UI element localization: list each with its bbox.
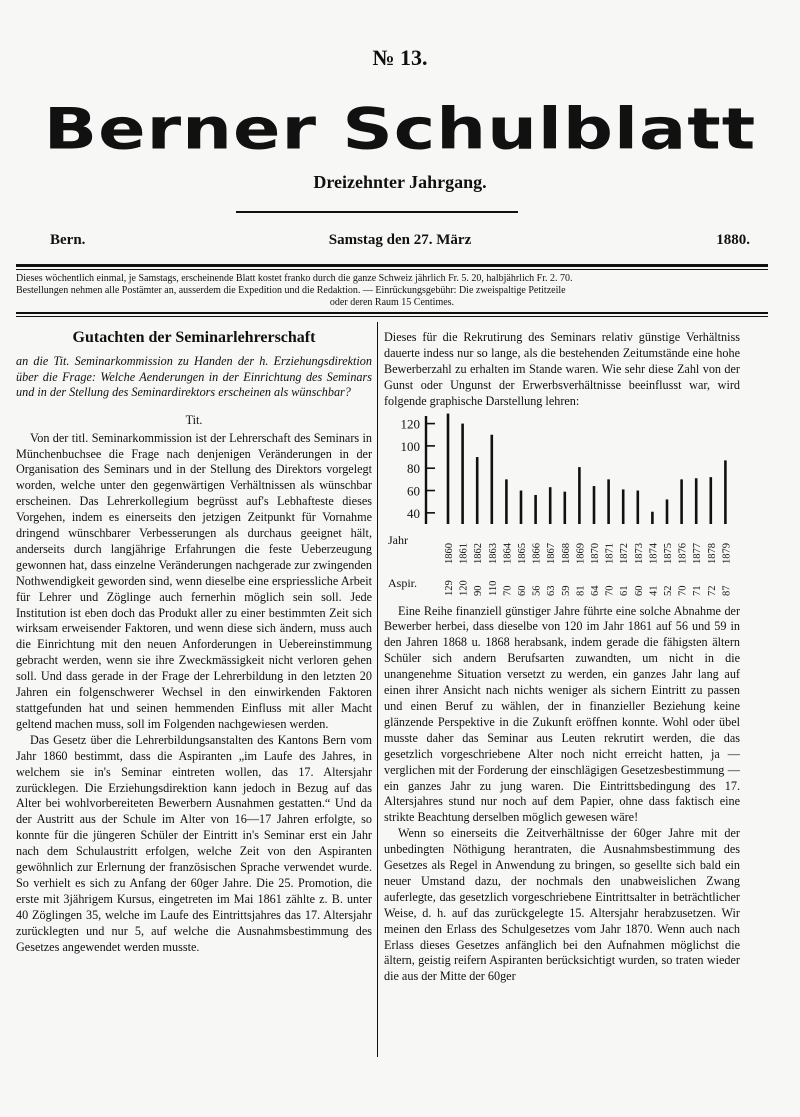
data-label: 60 [633, 585, 645, 596]
chart-bar [622, 489, 625, 524]
notice-line-2: Bestellungen nehmen alle Postämter an, ausserdem die Expedition und die Redaktion. — Einrückungsgebühr: Die zweispaltige Petitzeile [16, 285, 566, 296]
x-tick-label: 1877 [692, 542, 704, 564]
data-label: 64 [590, 585, 601, 596]
issue-year: 1880. [716, 232, 750, 248]
data-label: 72 [706, 585, 718, 596]
data-label: 61 [619, 585, 631, 596]
chart-bar [447, 413, 450, 523]
chart-bar [651, 511, 654, 523]
x-tick-label: 1878 [706, 542, 718, 564]
chart-bar [505, 479, 508, 524]
top-thin-rule [16, 269, 768, 270]
x-tick-label: 1860 [444, 542, 455, 564]
issue-date: Samstag den 27. März [328, 232, 472, 248]
data-label: 120 [458, 579, 470, 596]
chart-bar [520, 490, 523, 523]
chart-bar [476, 457, 479, 524]
data-label: 90 [473, 585, 485, 596]
masthead-subtitle: Dreizehnter Jahrgang. [313, 172, 487, 192]
x-tick-label: 1868 [560, 542, 572, 564]
salutation: Tit. [185, 412, 203, 427]
chart-bar [695, 478, 698, 524]
x-tick-label: 1866 [531, 542, 543, 564]
chart-bar [564, 491, 567, 523]
x-tick-label: 1872 [619, 542, 631, 564]
notice-line-3: oder deren Raum 15 Centimes. [329, 297, 455, 308]
notice-rule-1 [16, 312, 768, 314]
y-tick-label: 40 [407, 505, 420, 521]
chart-bar [710, 477, 713, 524]
paragraph: Das Gesetz über die Lehrerbildungsanstalten des Kantons Bern vom Jahr 1860 bestimmt, dass die Aspiranten „im Laufe des Jahres, in welchem sie in's Seminar eintreten wollen, das 17. Altersjahr zurücklegen. Die Erziehungsdirektion kann jedoch in Bezug auf das Alter bei wohlvorbereiteten Bewerbern Ausnahmen gestatten.“ Und da der Austritt aus der Schule im Alter von 16—17 Jahren erfolgte, so konnte für die jüngeren Schüler der Eintritt in's Seminar erst ein Jahr nach dem Schulaustritt erfolgen, welche Zeit von den Aspiranten gewöhnlich zur Erlernung der französischen Sprache verwendet wurde. So verhielt es sich zu Anfang der 60ger Jahre. Die 25. Promotion, die erste mit 3jährigem Kursus, eingetreten im Mai 1861 zählte z. B. unter 40 Zöglingen 35, welche im Laufe des Eintrittsjahres das 17. Altersjahr zurücklegten und nur 5, auf welche die Ausnahmsbestimmung des Gesetzes angewendet werden musste. [16, 732, 372, 954]
data-label: 41 [648, 585, 660, 596]
data-label: 63 [546, 585, 558, 596]
article-title: Gutachten der Seminarlehrerschaft [72, 329, 316, 346]
paragraph: Von der titl. Seminarkommission ist der Lehrerschaft des Seminars in Münchenbuchsee die Frage nach denjenigen Veränderungen in der Organisation des Seminars und in der Stellung des Direktors vorgelegt worden, welche unter den gegenwärtigen Verhältnissen als wünschbar erscheinen. Das Lehrerkollegium begrüsst auf's Lebhafteste dieses Vorgehen, indem es einerseits den jetzigen Zeitpunkt für Vornahme dringend wünschbarer Verbesserungen als durchaus geeignet hält, anderseits durch langjährige Erfahrungen die feste Ueberzeugung gewonnen hat, dass einzelne Veränderungen nachgerade zur zwingenden Nothwendigkeit geworden sind, wenn dieselbe eine erspriessliche Arbeit für Lehrer und Zöglinge auch fernerhin möglich sein soll. Jede Institution ist eben doch das Produkt aller zu einer bestimmten Zeit sich wirksam erweisender Faktoren, und wenn diese sich ändern, muss auch die Einrichtung mit den neuen Anforderungen in Uebereinstimmung gebracht werden, wenn sie ihre Zweckmässigkeit nicht verloren gehen soll. Und dass gerade in der Frage der Lehrerbildung in den letzten 20 Jahren ein folgenschwerer Wechsel in den einwirkenden Faktoren stattgefunden hat und seinen hemmenden Einfluss mit aller Macht geltend machen muss, soll im Folgenden nachgewiesen werden. [16, 430, 372, 731]
paragraph: Eine Reihe finanziell günstiger Jahre führte eine solche Abnahme der Bewerber herbei, dass dieselbe von 120 im Jahr 1861 auf 56 und 59 in den Jahren 1868 u. 1868 herabsank, indem gerade die fähigsten ältern Schüler sich andern Berufsarten zuwandten, um nicht in die unangenehme Situation versetzt zu werden, ein ganzes Jahr lang auf einen ihrer Ansicht nach nichts weniger als sichern Eintritt zu passen und einen Beruf zu wählen, der in finanzieller Beziehung keine glänzende Perspektive in die Zukunft eröffnen konnte. Wohl oder übel musste daher das Seminar aus Leuten rekrutirt werden, die das gesetzlich vorgeschriebene Alter noch nicht erreicht hatten, ja — verglichen mit der Forderung der einschlägigen Gesetzesbestimmung — ein ganzes Jahr zu jung waren. Die Eintrittsbedingung des 17. Altersjahres stund nur noch auf dem Papier, ohne dass faktisch eine strikte Beachtung derselben möglich gewesen wäre! [384, 603, 740, 825]
y-tick-label: 60 [407, 483, 420, 499]
column-divider [377, 322, 378, 1057]
chart-bar [666, 499, 669, 524]
x-tick-label: 1873 [633, 542, 645, 564]
chart-bar [461, 423, 464, 523]
y-tick-label: 80 [407, 460, 420, 476]
x-tick-label: 1871 [604, 542, 616, 564]
x-tick-label: 1867 [546, 542, 558, 564]
y-tick-label: 120 [400, 416, 420, 432]
x-tick-label: 1865 [517, 542, 528, 564]
notice-rule-2 [16, 316, 768, 317]
data-label: 60 [517, 585, 528, 596]
top-double-rule [16, 264, 768, 267]
data-label: 59 [560, 585, 572, 596]
masthead-rule [236, 211, 518, 213]
row-label-aspir: Aspir. [388, 575, 418, 590]
data-label: 70 [604, 585, 616, 596]
data-label: 71 [692, 585, 704, 596]
x-tick-label: 1863 [487, 542, 499, 564]
data-label: 70 [677, 585, 689, 596]
article-intro: an die Tit. Seminarkommission zu Handen der h. Erziehungsdirektion über die Frage: Welche Aenderungen in der Einrichtung des Seminars und in der Stellung des Seminardirektors erscheinen als wünschbar? [16, 353, 372, 400]
chart-bar [549, 487, 552, 524]
x-tick-label: 1861 [458, 542, 470, 564]
issue-number: № 13. [372, 45, 428, 70]
data-label: 87 [721, 585, 733, 596]
chart-bar [593, 486, 596, 524]
data-label: 70 [502, 585, 514, 596]
masthead-title: Berner Schulblatt [43, 95, 757, 163]
chart-svg [384, 412, 740, 600]
x-tick-label: 1874 [648, 542, 660, 564]
right-column [384, 330, 740, 985]
place: Bern. [50, 232, 86, 248]
notice-line-1: Dieses wöchentlich einmal, je Samstags, erscheinende Blatt kostet franko durch die ganze Schweiz jährlich Fr. 5. 20, halbjährlich Fr. 2. 70. [16, 273, 573, 284]
left-column [16, 330, 372, 956]
paragraph: Wenn so einerseits die Zeitverhältnisse der 60ger Jahre mit der unbedingten Nöthigung herantraten, die Ausnahmsbestimmung des Gesetzes als Regel in Anwendung zu bringen, so gesellte sich bald ein neuer Umstand dazu, der nochmals den unabweislichen Zwang auferlegte, das gesetzlich vorgeschriebene Eintrittsalter in beträchtlicher Weise, d. h. auf das zurückgelegte 15. Altersjahr herabzusetzen. Wir meinen den Erlass des Schulgesetzes vom Jahr 1870. Wenn auch nach Erlass dieses Gesetzes anfänglich bei den Aufnahmen möglichst die ältern, geistig reifern Aspiranten berücksichtigt wurden, so traten wieder die aus der Mitte der 60ger [384, 826, 740, 984]
paragraph: Dieses für die Rekrutirung des Seminars relativ günstige Verhältniss dauerte indess nur so lange, als die bestehenden Zeitumstände eine hohe Bewerberzahl zu erhalten im Stande waren. Wie sehr diese Zahl von der Gunst oder Ungunst der Erwerbsverhältnisse beeinflusst war, wird folgende graphische Darstellung lehren: [384, 330, 740, 408]
subscription-notice [16, 273, 768, 309]
chart-bar [680, 479, 683, 524]
chart-bar [534, 495, 537, 524]
row-label-year: Jahr [388, 532, 408, 547]
x-tick-label: 1876 [677, 542, 689, 564]
chart-bar [607, 479, 610, 524]
chart-bar [724, 460, 727, 524]
data-label: 129 [444, 579, 455, 596]
data-label: 56 [531, 585, 543, 596]
x-tick-label: 1869 [575, 542, 587, 564]
x-tick-label: 1879 [721, 542, 733, 564]
chart-bar [491, 434, 494, 523]
chart-bar [637, 490, 640, 523]
x-tick-label: 1870 [590, 542, 601, 564]
y-tick-label: 100 [400, 438, 420, 454]
data-label: 81 [575, 585, 587, 596]
chart-bar [578, 467, 581, 524]
applicants-chart [384, 412, 740, 600]
x-tick-label: 1862 [473, 542, 485, 564]
data-label: 110 [487, 580, 499, 596]
x-tick-label: 1864 [502, 542, 514, 564]
x-tick-label: 1875 [663, 542, 674, 564]
data-label: 52 [663, 585, 674, 596]
